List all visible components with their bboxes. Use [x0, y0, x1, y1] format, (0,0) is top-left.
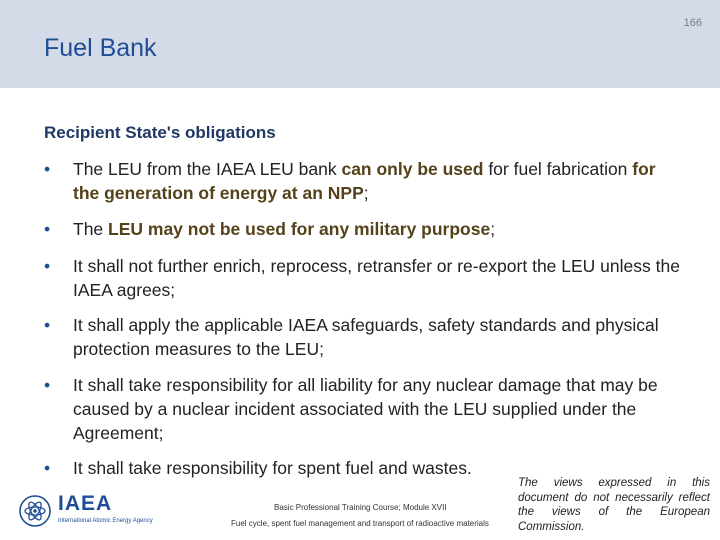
course-title: Basic Professional Training Course; Module XVII	[274, 503, 447, 512]
course-subtitle: Fuel cycle, spent fuel management and transport of radioactive materials	[231, 519, 489, 528]
list-item	[44, 157, 684, 205]
bullet-marker: •	[44, 458, 51, 478]
list-item-text: It shall not further enrich, reprocess, retransfer or re-export the LEU unless the IAEA agrees;	[73, 256, 680, 300]
section-subheading: Recipient State's obligations	[44, 123, 276, 142]
atom-laurel-icon	[18, 494, 52, 528]
page-title: Fuel Bank	[44, 34, 157, 62]
bullet-marker: •	[44, 256, 51, 276]
list-item	[44, 217, 684, 241]
list-item-text: It shall take responsibility for spent fuel and wastes.	[73, 458, 472, 478]
disclaimer-text: The views expressed in this document do not necessarily reflect the views of the European Commission.	[518, 477, 710, 533]
bullet-marker: •	[44, 375, 51, 395]
list-item-text: It shall apply the applicable IAEA safeguards, safety standards and physical protection measures to the LEU;	[73, 315, 659, 359]
logo-subtitle: International Atomic Energy Agency	[58, 518, 153, 524]
list-item-text: It shall take responsibility for all liability for any nuclear damage that may be caused by a nuclear incident associated with the LEU supplied under the Agreement;	[73, 375, 658, 443]
list-item	[44, 254, 684, 302]
list-item	[44, 373, 684, 445]
list-item	[44, 313, 684, 361]
iaea-logo	[18, 492, 168, 532]
bullet-marker: •	[44, 219, 51, 239]
bullet-marker: •	[44, 315, 51, 335]
list-item-text: The LEU may not be used for any military purpose;	[73, 219, 496, 239]
bullet-marker: •	[44, 159, 51, 179]
logo-wordmark: IAEA	[58, 492, 113, 515]
list-item-text: The LEU from the IAEA LEU bank can only be used for fuel fabrication for the generation of energy at an NPP;	[73, 159, 656, 203]
header-band	[0, 0, 720, 88]
page-number: 166	[683, 17, 702, 29]
